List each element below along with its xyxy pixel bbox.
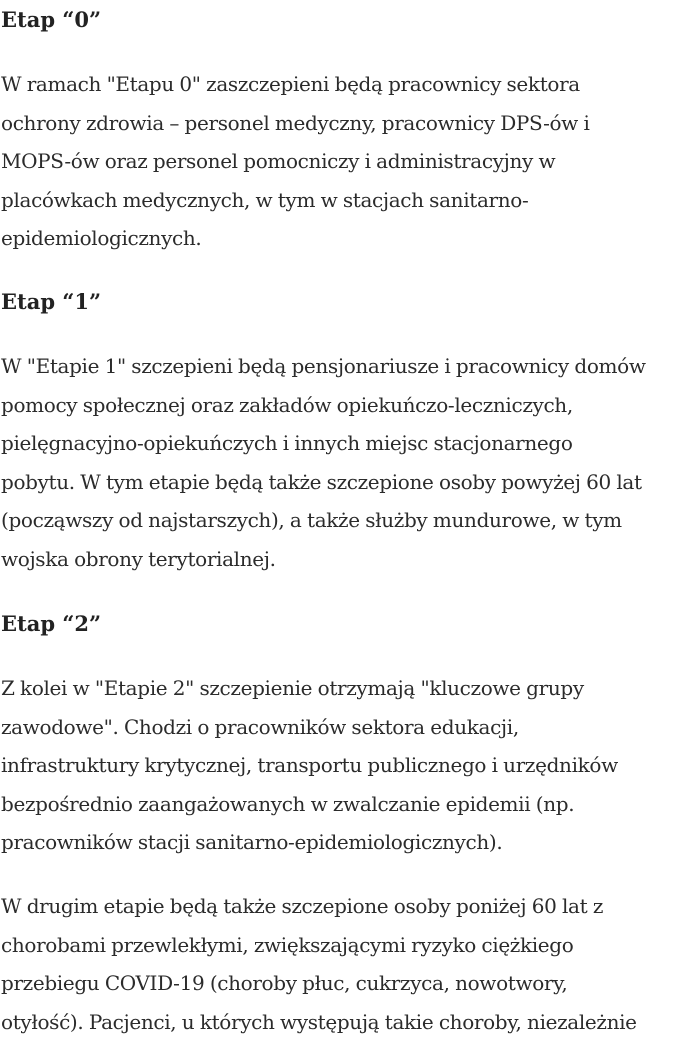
text-line: W drugim etapie będą także szczepione osoby poniżej 60 lat z — [1, 894, 604, 918]
text-line: wojska obrony terytorialnej. — [1, 546, 276, 571]
text-line: placówkach medycznych, w tym w stacjach sanitarno- — [1, 187, 529, 212]
text-line: epidemiologicznych. — [1, 226, 202, 251]
text-line: MOPS-ów oraz personel pomocniczy i administracyjny w — [1, 149, 556, 174]
paragraph-etap-0 — [1, 65, 590, 258]
text-line: Z kolei w "Etapie 2" szczepienie otrzymają "kluczowe grupy — [1, 676, 584, 700]
text-line: pobytu. W tym etapie będą także szczepione osoby powyżej 60 lat — [1, 469, 642, 494]
text-line: przebiegu COVID-19 (choroby płuc, cukrzyca, nowotwory, — [1, 971, 568, 996]
text-line: pielęgnacyjno-opiekuńczych i innych miejsc stacjonarnego — [1, 431, 573, 456]
text-line: W ramach "Etapu 0" zaszczepieni będą pracownicy sektora — [1, 72, 580, 96]
text-line: bezpośrednio zaangażowanych w zwalczanie epidemii (np. — [1, 791, 575, 816]
text-line: zawodowe". Chodzi o pracowników sektora edukacji, — [1, 714, 519, 739]
text-line: pomocy społecznej oraz zakładów opiekuńczo-leczniczych, — [1, 392, 573, 417]
paragraph-etap-2-groups — [1, 669, 618, 862]
paragraph-etap-1 — [1, 347, 646, 579]
text-line: W "Etapie 1" szczepieni będą pensjonariusze i pracownicy domów — [1, 354, 646, 378]
section-heading-etap-2: Etap “2” — [1, 611, 102, 636]
section-heading-etap-1: Etap “1” — [1, 289, 102, 314]
text-line: infrastruktury krytycznej, transportu publicznego i urzędników — [1, 753, 618, 778]
section-heading-etap-0: Etap “0” — [1, 7, 102, 32]
text-line: chorobami przewlekłymi, zwiększającymi ryzyko ciężkiego — [1, 932, 574, 957]
text-line: pracowników stacji sanitarno-epidemiologicznych). — [1, 830, 503, 855]
text-line: otyłość). Pacjenci, u których występują takie choroby, niezależnie — [1, 1009, 637, 1034]
text-line: ochrony zdrowia – personel medyczny, pracownicy DPS-ów i — [1, 110, 590, 135]
text-line: (począwszy od najstarszych), a także służby mundurowe, w tym — [1, 508, 622, 533]
paragraph-etap-2-chronic — [1, 887, 637, 1041]
